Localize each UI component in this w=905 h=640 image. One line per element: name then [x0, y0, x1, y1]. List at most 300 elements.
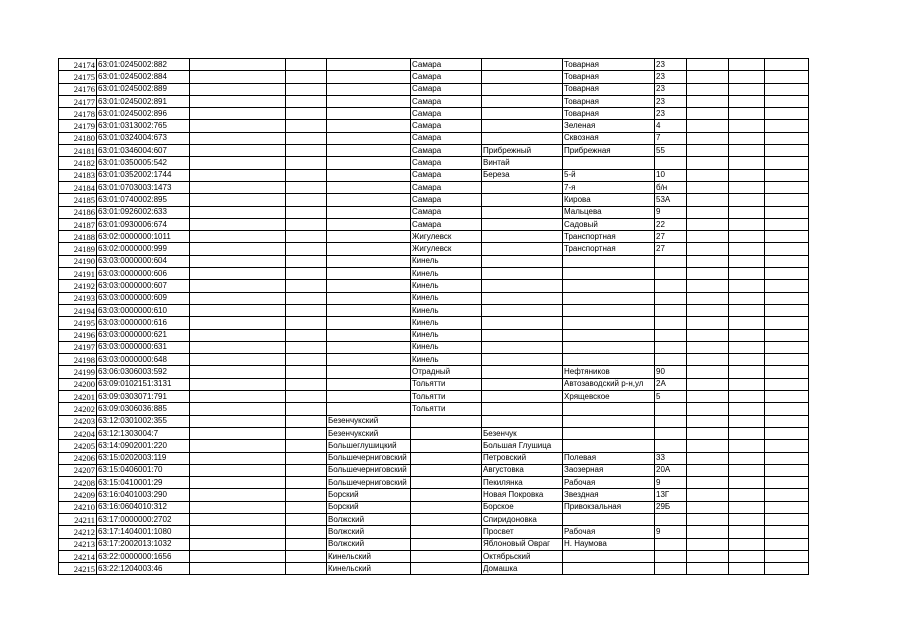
street-cell: Товарная [563, 95, 655, 107]
empty-cell [286, 477, 327, 489]
street-cell: Н. Наумова [563, 538, 655, 550]
empty-cell [765, 563, 809, 575]
empty-cell [765, 501, 809, 513]
row-number-cell: 24209 [59, 489, 97, 501]
street-cell: Хрящевское [563, 391, 655, 403]
table-row [59, 341, 809, 353]
cadastral-number-cell: 63:06:0306003:592 [97, 366, 190, 378]
table-row [59, 120, 809, 132]
settlement-cell [482, 120, 563, 132]
cadastral-number-cell: 63:01:0926002:633 [97, 206, 190, 218]
settlement-cell [482, 243, 563, 255]
empty-cell [687, 550, 729, 562]
empty-cell [286, 83, 327, 95]
district-cell [327, 157, 411, 169]
table-row [59, 526, 809, 538]
cadastral-number-cell: 63:01:0703003:1473 [97, 181, 190, 193]
street-cell: Рабочая [563, 526, 655, 538]
row-number-cell: 24203 [59, 415, 97, 427]
empty-cell [190, 255, 286, 267]
row-number-cell: 24214 [59, 550, 97, 562]
empty-cell [286, 563, 327, 575]
row-number-cell: 24197 [59, 341, 97, 353]
empty-cell [729, 538, 765, 550]
district-cell [327, 206, 411, 218]
row-number-cell: 24196 [59, 329, 97, 341]
empty-cell [765, 550, 809, 562]
settlement-cell: Винтай [482, 157, 563, 169]
cadastral-number-cell: 63:03:0000000:621 [97, 329, 190, 341]
house-cell: 23 [655, 59, 687, 71]
city-cell [411, 513, 482, 525]
empty-cell [765, 304, 809, 316]
house-cell [655, 304, 687, 316]
city-cell: Отрадный [411, 366, 482, 378]
cadastral-number-cell: 63:15:0406001:70 [97, 464, 190, 476]
settlement-cell [482, 268, 563, 280]
empty-cell [765, 317, 809, 329]
empty-cell [286, 132, 327, 144]
cadastral-number-cell: 63:15:0202003:119 [97, 452, 190, 464]
table-row [59, 452, 809, 464]
district-cell [327, 132, 411, 144]
house-cell [655, 538, 687, 550]
empty-cell [765, 366, 809, 378]
table-row [59, 95, 809, 107]
district-cell [327, 329, 411, 341]
empty-cell [687, 243, 729, 255]
row-number-cell: 24182 [59, 157, 97, 169]
street-cell [563, 427, 655, 439]
house-cell [655, 415, 687, 427]
empty-cell [286, 243, 327, 255]
cadastral-number-cell: 63:03:0000000:648 [97, 354, 190, 366]
street-cell: Кирова [563, 194, 655, 206]
empty-cell [687, 169, 729, 181]
settlement-cell: Яблоновый Овраг [482, 538, 563, 550]
empty-cell [729, 513, 765, 525]
district-cell: Безенчукский [327, 415, 411, 427]
table-row [59, 304, 809, 316]
house-cell: 2А [655, 378, 687, 390]
empty-cell [687, 255, 729, 267]
empty-cell [687, 108, 729, 120]
settlement-cell [482, 255, 563, 267]
settlement-cell [482, 317, 563, 329]
row-number-cell: 24207 [59, 464, 97, 476]
settlement-cell [482, 378, 563, 390]
empty-cell [687, 452, 729, 464]
empty-cell [190, 194, 286, 206]
street-cell: Полевая [563, 452, 655, 464]
street-cell: Привокзальная [563, 501, 655, 513]
house-cell [655, 563, 687, 575]
empty-cell [729, 181, 765, 193]
street-cell: 5-й [563, 169, 655, 181]
empty-cell [729, 378, 765, 390]
row-number-cell: 24213 [59, 538, 97, 550]
empty-cell [729, 59, 765, 71]
cadastral-number-cell: 63:03:0000000:616 [97, 317, 190, 329]
house-cell: 4 [655, 120, 687, 132]
district-cell [327, 194, 411, 206]
table-row [59, 477, 809, 489]
empty-cell [190, 243, 286, 255]
empty-cell [190, 378, 286, 390]
table-row [59, 415, 809, 427]
cadastral-number-cell: 63:01:0346004:607 [97, 145, 190, 157]
street-cell [563, 563, 655, 575]
empty-cell [286, 415, 327, 427]
empty-cell [286, 550, 327, 562]
empty-cell [190, 526, 286, 538]
cadastral-number-cell: 63:12:0301002:355 [97, 415, 190, 427]
empty-cell [190, 452, 286, 464]
settlement-cell: Прибрежный [482, 145, 563, 157]
empty-cell [190, 550, 286, 562]
house-cell [655, 440, 687, 452]
city-cell: Самара [411, 206, 482, 218]
street-cell [563, 329, 655, 341]
row-number-cell: 24195 [59, 317, 97, 329]
district-cell [327, 108, 411, 120]
street-cell [563, 255, 655, 267]
cadastral-number-cell: 63:15:0410001:29 [97, 477, 190, 489]
empty-cell [729, 268, 765, 280]
empty-cell [286, 317, 327, 329]
empty-cell [729, 255, 765, 267]
records-table [58, 58, 809, 575]
district-cell: Волжский [327, 538, 411, 550]
cadastral-number-cell: 63:09:0306036:885 [97, 403, 190, 415]
empty-cell [765, 206, 809, 218]
district-cell: Большечерниговский [327, 452, 411, 464]
empty-cell [190, 440, 286, 452]
empty-cell [286, 218, 327, 230]
empty-cell [729, 304, 765, 316]
street-cell [563, 354, 655, 366]
empty-cell [286, 341, 327, 353]
district-cell [327, 255, 411, 267]
city-cell [411, 489, 482, 501]
empty-cell [765, 329, 809, 341]
row-number-cell: 24188 [59, 231, 97, 243]
settlement-cell [482, 366, 563, 378]
table-row [59, 194, 809, 206]
row-number-cell: 24190 [59, 255, 97, 267]
table-row [59, 563, 809, 575]
empty-cell [190, 83, 286, 95]
empty-cell [729, 292, 765, 304]
settlement-cell [482, 95, 563, 107]
city-cell: Кинель [411, 280, 482, 292]
row-number-cell: 24178 [59, 108, 97, 120]
city-cell [411, 464, 482, 476]
house-cell: 53А [655, 194, 687, 206]
empty-cell [687, 268, 729, 280]
empty-cell [729, 169, 765, 181]
settlement-cell [482, 181, 563, 193]
settlement-cell [482, 391, 563, 403]
empty-cell [729, 501, 765, 513]
empty-cell [190, 304, 286, 316]
empty-cell [190, 157, 286, 169]
street-cell [563, 550, 655, 562]
empty-cell [190, 132, 286, 144]
city-cell: Кинель [411, 317, 482, 329]
district-cell [327, 59, 411, 71]
cadastral-number-cell: 63:01:0245002:889 [97, 83, 190, 95]
empty-cell [765, 513, 809, 525]
settlement-cell [482, 59, 563, 71]
empty-cell [729, 317, 765, 329]
empty-cell [729, 231, 765, 243]
empty-cell [286, 194, 327, 206]
empty-cell [765, 231, 809, 243]
row-number-cell: 24208 [59, 477, 97, 489]
empty-cell [190, 563, 286, 575]
empty-cell [765, 341, 809, 353]
empty-cell [190, 513, 286, 525]
settlement-cell [482, 132, 563, 144]
empty-cell [687, 403, 729, 415]
settlement-cell [482, 280, 563, 292]
street-cell: Нефтяников [563, 366, 655, 378]
table-row [59, 268, 809, 280]
empty-cell [190, 218, 286, 230]
cadastral-number-cell: 63:14:0902001:220 [97, 440, 190, 452]
empty-cell [729, 329, 765, 341]
empty-cell [687, 366, 729, 378]
settlement-cell [482, 403, 563, 415]
empty-cell [687, 317, 729, 329]
table-row [59, 378, 809, 390]
city-cell: Самара [411, 157, 482, 169]
table-row [59, 71, 809, 83]
settlement-cell: Новая Покровка [482, 489, 563, 501]
city-cell: Кинель [411, 268, 482, 280]
city-cell: Самара [411, 71, 482, 83]
table-row [59, 243, 809, 255]
row-number-cell: 24187 [59, 218, 97, 230]
empty-cell [765, 538, 809, 550]
empty-cell [286, 403, 327, 415]
empty-cell [190, 538, 286, 550]
district-cell [327, 120, 411, 132]
district-cell: Безенчукский [327, 427, 411, 439]
empty-cell [190, 108, 286, 120]
house-cell: 23 [655, 71, 687, 83]
empty-cell [729, 391, 765, 403]
district-cell [327, 366, 411, 378]
settlement-cell: Большая Глушица [482, 440, 563, 452]
empty-cell [765, 145, 809, 157]
street-cell: Прибрежная [563, 145, 655, 157]
empty-cell [765, 477, 809, 489]
row-number-cell: 24194 [59, 304, 97, 316]
empty-cell [729, 120, 765, 132]
empty-cell [729, 403, 765, 415]
row-number-cell: 24198 [59, 354, 97, 366]
cadastral-number-cell: 63:17:2002013:1032 [97, 538, 190, 550]
empty-cell [729, 95, 765, 107]
empty-cell [687, 354, 729, 366]
empty-cell [190, 145, 286, 157]
row-number-cell: 24175 [59, 71, 97, 83]
empty-cell [190, 280, 286, 292]
row-number-cell: 24206 [59, 452, 97, 464]
house-cell: 9 [655, 477, 687, 489]
city-cell: Тольятти [411, 403, 482, 415]
empty-cell [729, 83, 765, 95]
empty-cell [729, 415, 765, 427]
district-cell [327, 231, 411, 243]
settlement-cell [482, 218, 563, 230]
district-cell: Кинельский [327, 563, 411, 575]
street-cell: Зеленая [563, 120, 655, 132]
settlement-cell: Пекилянка [482, 477, 563, 489]
cadastral-number-cell: 63:01:0245002:884 [97, 71, 190, 83]
house-cell [655, 157, 687, 169]
empty-cell [286, 304, 327, 316]
house-cell: 27 [655, 243, 687, 255]
empty-cell [765, 292, 809, 304]
table-body [59, 59, 809, 575]
empty-cell [765, 243, 809, 255]
empty-cell [286, 526, 327, 538]
cadastral-number-cell: 63:03:0000000:631 [97, 341, 190, 353]
district-cell [327, 218, 411, 230]
empty-cell [687, 440, 729, 452]
empty-cell [190, 317, 286, 329]
street-cell: Товарная [563, 108, 655, 120]
street-cell: Товарная [563, 83, 655, 95]
house-cell [655, 255, 687, 267]
cadastral-number-cell: 63:09:0102151:3131 [97, 378, 190, 390]
street-cell: Автозаводский р-н,ул [563, 378, 655, 390]
empty-cell [687, 218, 729, 230]
city-cell: Самара [411, 83, 482, 95]
district-cell: Борский [327, 489, 411, 501]
empty-cell [729, 440, 765, 452]
empty-cell [687, 526, 729, 538]
house-cell [655, 403, 687, 415]
city-cell: Самара [411, 194, 482, 206]
street-cell [563, 403, 655, 415]
row-number-cell: 24186 [59, 206, 97, 218]
table-row [59, 329, 809, 341]
empty-cell [286, 329, 327, 341]
empty-cell [190, 501, 286, 513]
table-row [59, 501, 809, 513]
cadastral-number-cell: 63:22:1204003:46 [97, 563, 190, 575]
district-cell [327, 169, 411, 181]
empty-cell [190, 366, 286, 378]
empty-cell [687, 427, 729, 439]
table-row [59, 255, 809, 267]
settlement-cell [482, 194, 563, 206]
city-cell [411, 526, 482, 538]
street-cell [563, 341, 655, 353]
empty-cell [765, 415, 809, 427]
cadastral-number-cell: 63:01:0313002:765 [97, 120, 190, 132]
empty-cell [190, 292, 286, 304]
cadastral-number-cell: 63:02:0000000:999 [97, 243, 190, 255]
house-cell [655, 292, 687, 304]
empty-cell [729, 550, 765, 562]
cadastral-number-cell: 63:03:0000000:610 [97, 304, 190, 316]
row-number-cell: 24204 [59, 427, 97, 439]
city-cell: Самара [411, 132, 482, 144]
district-cell [327, 304, 411, 316]
house-cell: 5 [655, 391, 687, 403]
empty-cell [190, 477, 286, 489]
empty-cell [286, 181, 327, 193]
row-number-cell: 24180 [59, 132, 97, 144]
city-cell: Самара [411, 169, 482, 181]
empty-cell [286, 95, 327, 107]
cadastral-number-cell: 63:01:0350005:542 [97, 157, 190, 169]
empty-cell [190, 427, 286, 439]
street-cell [563, 292, 655, 304]
settlement-cell [482, 292, 563, 304]
empty-cell [765, 255, 809, 267]
empty-cell [729, 354, 765, 366]
empty-cell [729, 489, 765, 501]
city-cell: Самара [411, 181, 482, 193]
empty-cell [286, 427, 327, 439]
street-cell [563, 268, 655, 280]
empty-cell [286, 452, 327, 464]
house-cell [655, 317, 687, 329]
empty-cell [687, 83, 729, 95]
empty-cell [729, 427, 765, 439]
table-row [59, 427, 809, 439]
empty-cell [190, 169, 286, 181]
empty-cell [765, 132, 809, 144]
empty-cell [729, 108, 765, 120]
row-number-cell: 24189 [59, 243, 97, 255]
empty-cell [765, 280, 809, 292]
street-cell: Звездная [563, 489, 655, 501]
empty-cell [190, 206, 286, 218]
house-cell: 23 [655, 95, 687, 107]
empty-cell [729, 563, 765, 575]
row-number-cell: 24184 [59, 181, 97, 193]
empty-cell [687, 59, 729, 71]
empty-cell [765, 427, 809, 439]
house-cell [655, 354, 687, 366]
district-cell [327, 71, 411, 83]
street-cell: Мальцева [563, 206, 655, 218]
settlement-cell [482, 341, 563, 353]
empty-cell [729, 194, 765, 206]
district-cell [327, 243, 411, 255]
city-cell [411, 415, 482, 427]
table-row [59, 292, 809, 304]
house-cell: 10 [655, 169, 687, 181]
empty-cell [190, 231, 286, 243]
empty-cell [286, 391, 327, 403]
street-cell: Товарная [563, 59, 655, 71]
settlement-cell: Безенчук [482, 427, 563, 439]
district-cell [327, 378, 411, 390]
empty-cell [190, 464, 286, 476]
house-cell [655, 280, 687, 292]
city-cell: Самара [411, 108, 482, 120]
city-cell: Жигулевск [411, 243, 482, 255]
street-cell: Рабочая [563, 477, 655, 489]
